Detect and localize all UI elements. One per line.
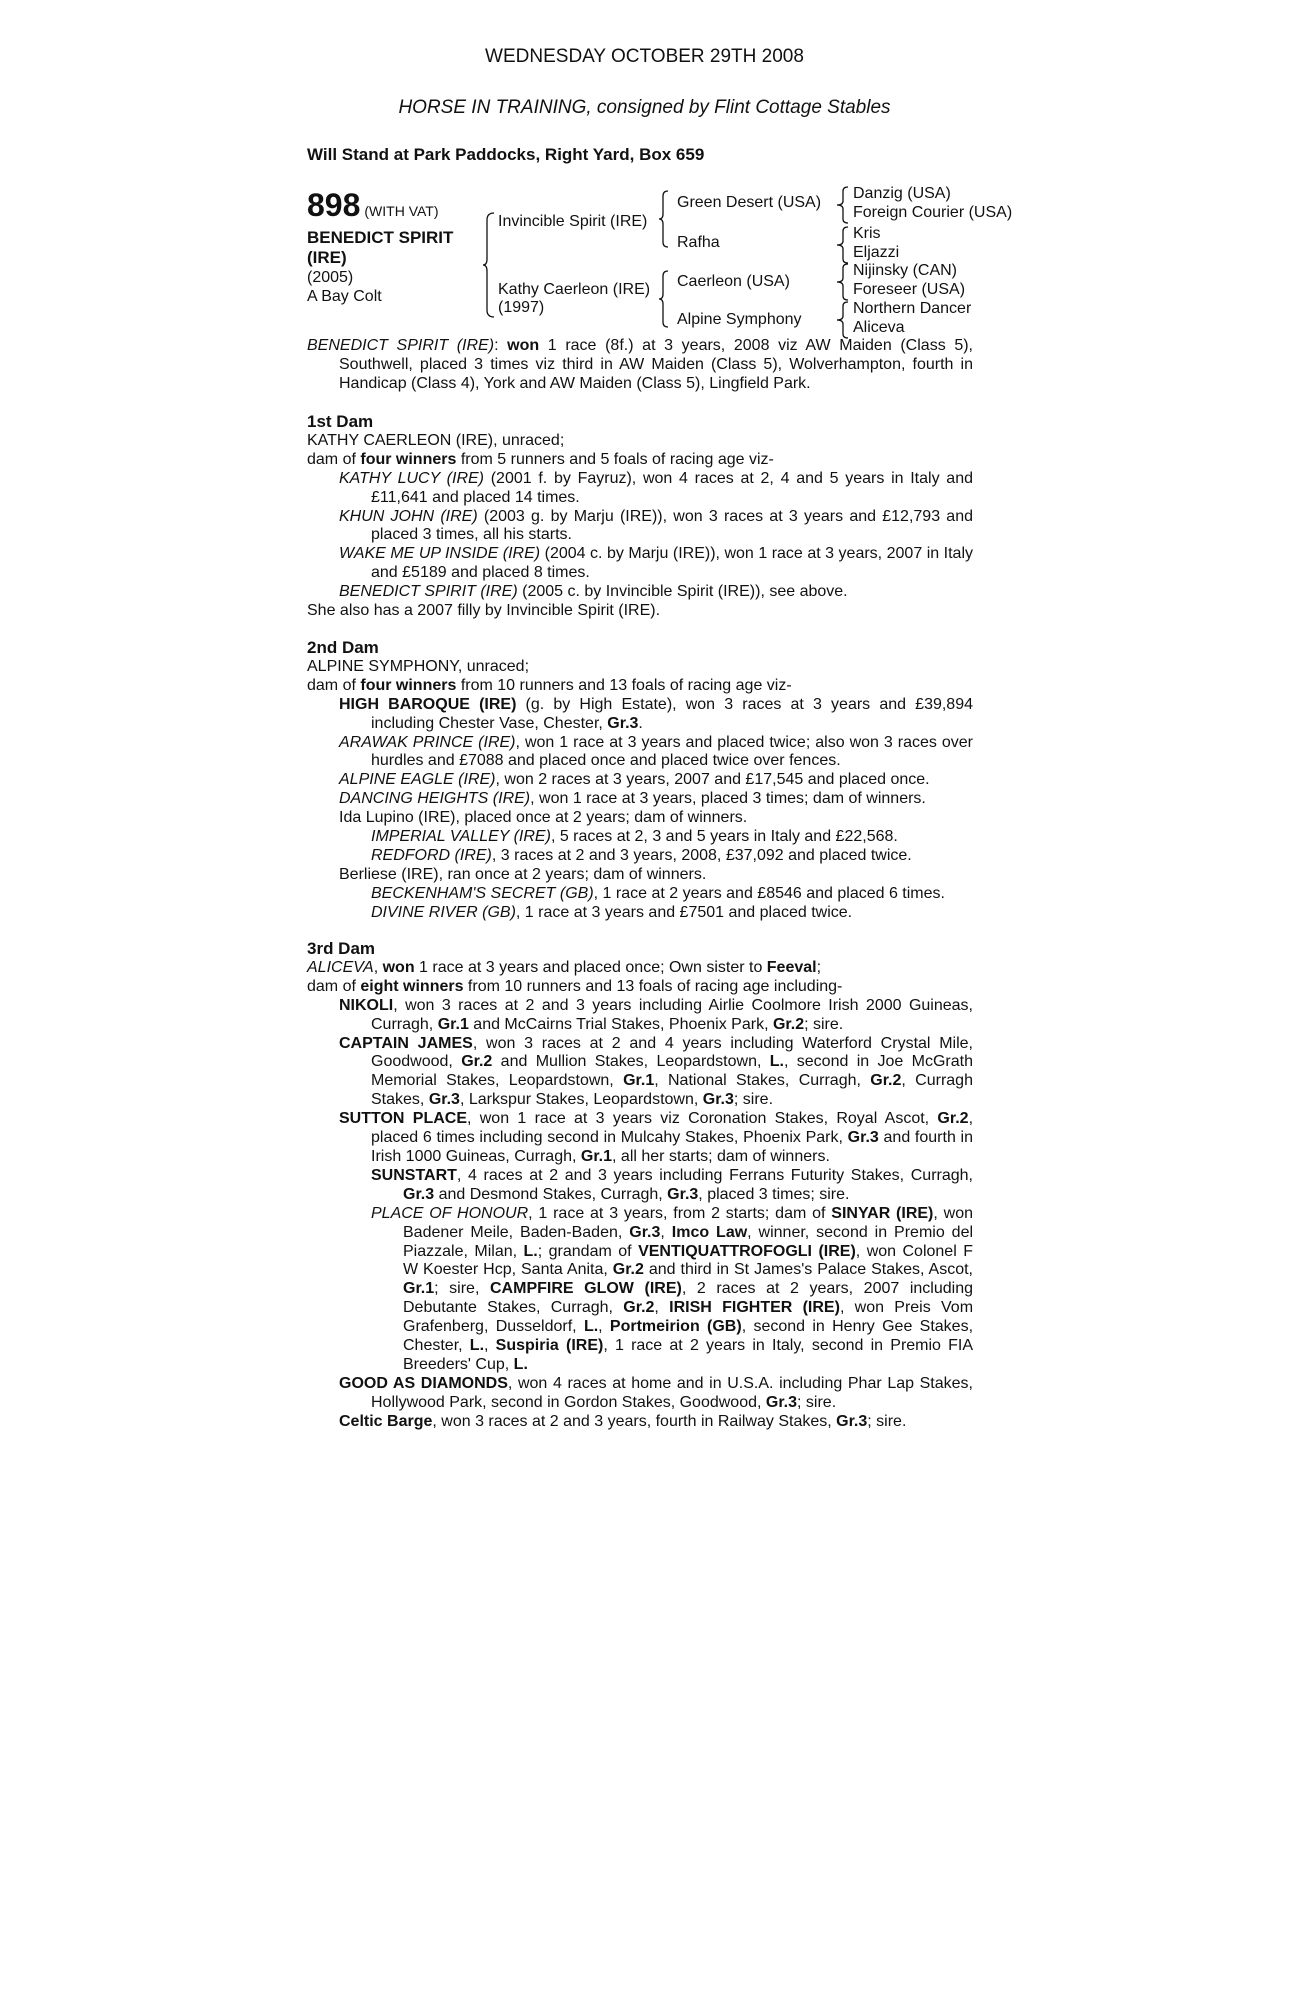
second-dam-produce-item: ARAWAK PRINCE (IRE), won 1 race at 3 years and placed twice; also won 3 races over hurdles and £7088 and placed once and placed twice over fences. <box>339 733 974 770</box>
pedigree-sire: Invincible Spirit (IRE) <box>498 213 648 230</box>
second-dam-grandproduce-item: REDFORD (IRE), 3 races at 2 and 3 years, 2008, £37,092 and placed twice. <box>371 846 912 864</box>
first-dam-produce-summary: dam of four winners from 5 runners and 5 foals of racing age viz- <box>307 450 774 468</box>
lot-number-line <box>307 188 482 228</box>
pedigree-g5: Nijinsky (CAN) <box>853 262 957 279</box>
third-dam-produce-item: CAPTAIN JAMES, won 3 races at 2 and 4 years including Waterford Crystal Mile, Goodwood, Gr.2 and Mullion Stakes, Leopardstown, L., second in Joe McGrath Memorial Stakes, Leopardstown, Gr.1, National Stakes, Curragh, Gr.2, Curragh Stakes, Gr.3, Larkspur Stakes, Leopardstown, Gr.3; sire. <box>339 1034 973 1109</box>
brace-g2 <box>837 226 849 264</box>
pedigree-sire-sire: Green Desert (USA) <box>677 194 822 211</box>
foaling-year: (2005) <box>307 269 354 286</box>
second-dam-grandproduce-item: DIVINE RIVER (GB), 1 race at 3 years and £7501 and placed twice. <box>371 903 853 921</box>
pedigree-g6: Foreseer (USA) <box>853 281 966 298</box>
pedigree-g8: Aliceva <box>853 319 905 336</box>
second-dam-grandproduce-item: BECKENHAM'S SECRET (GB), 1 race at 2 years and £8546 and placed 6 times. <box>371 884 945 902</box>
first-dam-produce-item: BENEDICT SPIRIT (IRE) (2005 c. by Invincible Spirit (IRE)), see above. <box>339 583 848 601</box>
stand-location: Will Stand at Park Paddocks, Right Yard, Box 659 <box>307 145 705 164</box>
second-dam-produce-item: Berliese (IRE), ran once at 2 years; dam of winners. <box>339 865 707 883</box>
horse-name: BENEDICT SPIRIT <box>307 228 454 247</box>
third-dam-produce-item: SUTTON PLACE, won 1 race at 3 years viz Coronation Stakes, Royal Ascot, Gr.2, placed 6 times including second in Mulcahy Stakes, Phoenix Park, Gr.3 and fourth in Irish 1000 Guineas, Curragh, Gr.1, all her starts; dam of winners. <box>339 1110 974 1165</box>
pedigree-g2: Foreign Courier (USA) <box>853 204 1013 221</box>
race-record <box>307 337 973 394</box>
first-dam-note: She also has a 2007 filly by Invincible Spirit (IRE). <box>307 602 661 620</box>
third-dam-produce-item: NIKOLI, won 3 races at 2 and 3 years including Airlie Coolmore Irish 2000 Guineas, Curragh, Gr.1 and McCairns Trial Stakes, Phoenix Park, Gr.2; sire. <box>339 996 973 1033</box>
second-dam-produce-item: HIGH BAROQUE (IRE) (g. by High Estate), won 3 races at 3 years and £39,894 including Chester Vase, Chester, Gr.3. <box>339 695 974 732</box>
brace-dam-line <box>659 270 669 328</box>
pedigree-g4: Eljazzi <box>853 244 900 261</box>
first-dam-produce-item: WAKE ME UP INSIDE (IRE) (2004 c. by Marju (IRE)), won 1 race at 3 years, 2007 in Italy and £5189 and placed 8 times. <box>339 545 974 582</box>
first-dam-heading: 1st Dam <box>307 412 374 431</box>
pedigree-g1: Danzig (USA) <box>853 185 951 202</box>
third-dam-produce-item: Celtic Barge, won 3 races at 2 and 3 years, fourth in Railway Stakes, Gr.3; sire. <box>339 1412 907 1430</box>
lot-number: 898 <box>307 187 361 223</box>
second-dam-grandproduce-item: IMPERIAL VALLEY (IRE), 5 races at 2, 3 and 5 years in Italy and £22,568. <box>371 828 898 846</box>
brace-g1 <box>837 186 849 224</box>
pedigree-sire-dam: Rafha <box>677 234 720 251</box>
pedigree-dam: Kathy Caerleon (IRE) <box>498 281 651 298</box>
second-dam-produce-item: DANCING HEIGHTS (IRE), won 1 race at 3 years, placed 3 times; dam of winners. <box>339 790 926 808</box>
brace-g4 <box>837 301 849 339</box>
third-dam-heading: 3rd Dam <box>307 939 376 958</box>
second-dam-produce-summary: dam of four winners from 10 runners and 13 foals of racing age viz- <box>307 676 792 694</box>
brace-parents <box>483 212 495 318</box>
first-dam-name: KATHY CAERLEON (IRE), unraced; <box>307 431 565 449</box>
horse-description: A Bay Colt <box>307 288 382 305</box>
pedigree-g3: Kris <box>853 225 881 242</box>
third-dam-produce-item: GOOD AS DIAMONDS, won 4 races at home and in U.S.A. including Phar Lap Stakes, Hollywood Park, second in Gordon Stakes, Goodwood, Gr.3; sire. <box>339 1374 973 1411</box>
second-dam-name: ALPINE SYMPHONY, unraced; <box>307 657 530 675</box>
vat-note: (WITH VAT) <box>364 203 439 219</box>
second-dam-heading: 2nd Dam <box>307 638 379 657</box>
first-dam-produce-item: KHUN JOHN (IRE) (2003 g. by Marju (IRE)), won 3 races at 3 years and £12,793 and placed 3 times, all his starts. <box>339 507 974 544</box>
third-dam-produce-summary: dam of eight winners from 10 runners and 13 foals of racing age including- <box>307 977 843 995</box>
third-dam-section <box>307 940 973 1432</box>
race-record-summary: BENEDICT SPIRIT (IRE): won 1 race (8f.) at 3 years, 2008 viz AW Maiden (Class 5), Southwell, placed 3 times viz third in AW Maiden (Class 5), Wolverhampton, fourth in Handicap (Class 4), York and AW Maiden (Class 5), Lingfield Park. <box>307 337 973 392</box>
first-dam-produce-item: KATHY LUCY (IRE) (2001 f. by Fayruz), won 4 races at 2, 4 and 5 years in Italy and £11,641 and placed 14 times. <box>339 469 973 506</box>
lot-block <box>307 188 482 306</box>
sale-date: WEDNESDAY OCTOBER 29TH 2008 <box>485 46 804 67</box>
pedigree-dam-sire: Caerleon (USA) <box>677 273 790 290</box>
brace-sire-line <box>659 190 669 248</box>
pedigree-g7: Northern Dancer <box>853 300 972 317</box>
horse-name-suffix: (IRE) <box>307 248 347 267</box>
pedigree-dam-dam: Alpine Symphony <box>677 311 802 328</box>
third-dam-grandproduce-item: PLACE OF HONOUR, 1 race at 3 years, from 2 starts; dam of SINYAR (IRE), won Badener Meile, Baden-Baden, Gr.3, Imco Law, winner, second in Premio del Piazzale, Milan, L.; grandam of VENTIQUATTROFOGLI (IRE), won Colonel F W Koester Hcp, Santa Anita, Gr.2 and third in St James's Palace Stakes, Ascot, Gr.1; sire, CAMPFIRE GLOW (IRE), 2 races at 2 years, 2007 including Debutante Stakes, Curragh, Gr.2, IRISH FIGHTER (IRE), won Preis Vom Grafenberg, Dusseldorf, L., Portmeirion (GB), second in Henry Gee Stakes, Chester, L., Suspiria (IRE), 1 race at 2 years in Italy, second in Premio FIA Breeders' Cup, L. <box>371 1204 974 1373</box>
second-dam-produce-item: Ida Lupino (IRE), placed once at 2 years; dam of winners. <box>339 809 748 827</box>
second-dam-produce-item: ALPINE EAGLE (IRE), won 2 races at 3 years, 2007 and £17,545 and placed once. <box>339 771 930 789</box>
pedigree-dam-year: (1997) <box>498 299 545 316</box>
consignment-line: HORSE IN TRAINING, consigned by Flint Cottage Stables <box>398 97 891 118</box>
first-dam-section <box>307 413 973 621</box>
third-dam-grandproduce-item: SUNSTART, 4 races at 2 and 3 years including Ferrans Futurity Stakes, Curragh, Gr.3 and Desmond Stakes, Curragh, Gr.3, placed 3 times; sire. <box>371 1166 973 1203</box>
second-dam-section <box>307 639 973 923</box>
third-dam-name-line: ALICEVA, won 1 race at 3 years and placed once; Own sister to Feeval; <box>307 958 822 976</box>
brace-g3 <box>837 263 849 301</box>
